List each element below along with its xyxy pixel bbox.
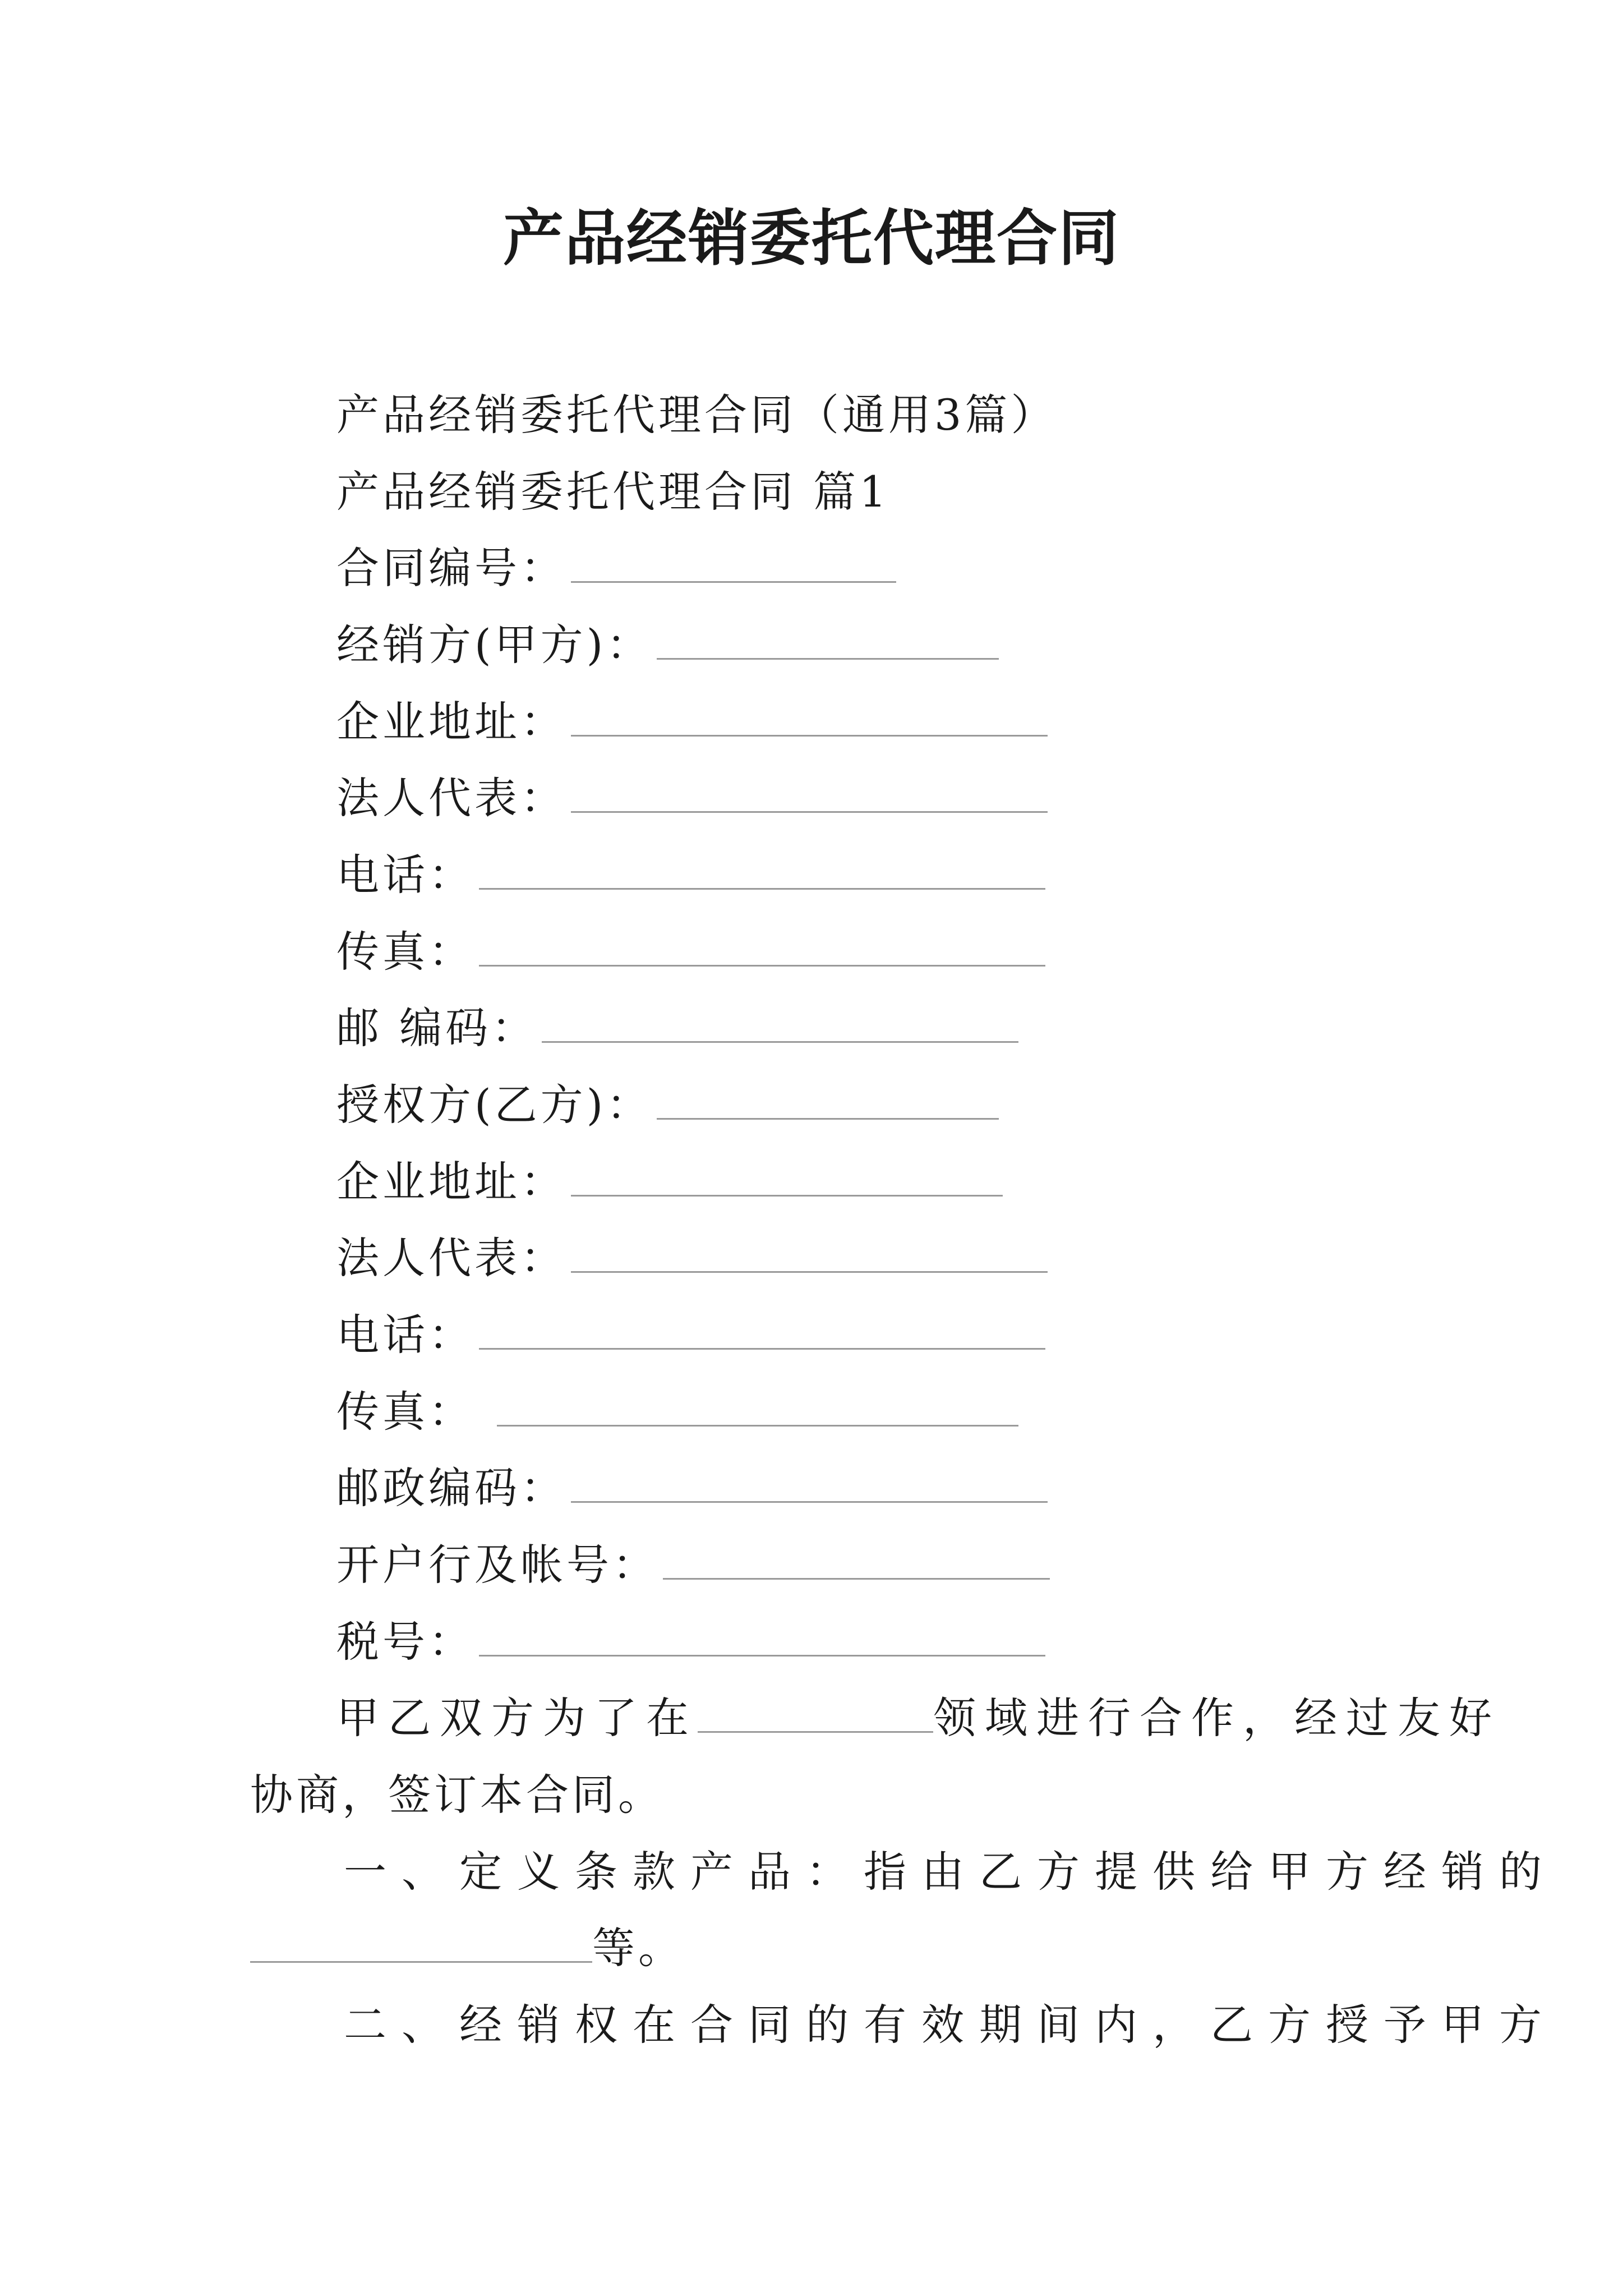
blank-line: [497, 1384, 1018, 1427]
field-legal-rep-b: [336, 1230, 1048, 1286]
blank-line: [479, 1308, 1045, 1350]
document-title: 产品经销委托代理合同: [502, 203, 1120, 274]
intro-paragraph: [336, 1690, 1501, 1746]
blank-line: [571, 1461, 1048, 1503]
blank-line: [479, 848, 1045, 890]
blank-line: [663, 1538, 1050, 1580]
field-label: 授权方(乙方)：: [336, 1080, 653, 1130]
field-label: 电话：: [336, 1310, 474, 1360]
field-phone-b: [336, 1307, 1045, 1363]
blank-line: [479, 924, 1045, 967]
field-label: 合同编号：: [336, 543, 566, 593]
field-label: 开户行及帐号：: [336, 1540, 658, 1590]
field-party-b: [336, 1077, 999, 1133]
field-label: 法人代表：: [336, 773, 566, 823]
field-postcode-a: [336, 1000, 1018, 1056]
field-fax-a: [336, 924, 1045, 980]
field-label: 企业地址：: [336, 697, 566, 747]
blank-line: [571, 541, 896, 583]
field-label: 邮 编码：: [336, 1003, 538, 1053]
field-label: 传真：: [336, 927, 474, 977]
field-label: 传真：: [336, 1387, 474, 1437]
field-label: 经销方(甲方)：: [336, 620, 653, 670]
clause-1-end: 等。: [592, 1923, 684, 1973]
intro-text-end: 领域进行合作，经过友好: [933, 1693, 1501, 1743]
section-heading: 产品经销委托代理合同 篇1: [336, 467, 890, 517]
blank-line: [698, 1691, 933, 1733]
field-fax-b: [336, 1384, 1018, 1440]
blank-line: [571, 771, 1048, 813]
field-label: 法人代表：: [336, 1233, 566, 1283]
document-subtitle: 产品经销委托代理合同（通用3篇）: [336, 390, 1057, 440]
field-legal-rep-a: [336, 770, 1048, 826]
blank-line: [657, 618, 999, 660]
blank-line: [571, 1231, 1048, 1273]
field-phone-a: [336, 847, 1045, 903]
clause-1-line1: 一、定义条款产品：指由乙方提供给甲方经销的: [344, 1847, 1557, 1897]
field-address-a: [336, 694, 1048, 750]
field-address-b: [336, 1154, 1003, 1210]
field-bank-account: [336, 1537, 1050, 1593]
field-label: 税号：: [336, 1617, 474, 1667]
clause-1-line2: [250, 1920, 684, 1976]
field-label: 电话：: [336, 850, 474, 900]
blank-line: [571, 1154, 1003, 1197]
field-label: 邮政编码：: [336, 1463, 566, 1513]
blank-line: [250, 1921, 592, 1963]
blank-line: [657, 1078, 999, 1120]
field-postcode-b: [336, 1460, 1048, 1516]
field-contract-number: [336, 540, 896, 596]
blank-line: [542, 1001, 1018, 1043]
blank-line: [479, 1614, 1045, 1657]
intro-text-start: 甲乙双方为了在: [336, 1693, 698, 1743]
blank-line: [571, 694, 1048, 737]
intro-paragraph-line2: 协商，签订本合同。: [250, 1770, 664, 1820]
field-party-a: [336, 617, 999, 673]
clause-2-line1: 二、经销权在合同的有效期间内，乙方授予甲方: [344, 2000, 1557, 2050]
field-label: 企业地址：: [336, 1157, 566, 1207]
field-tax-number: [336, 1614, 1045, 1670]
